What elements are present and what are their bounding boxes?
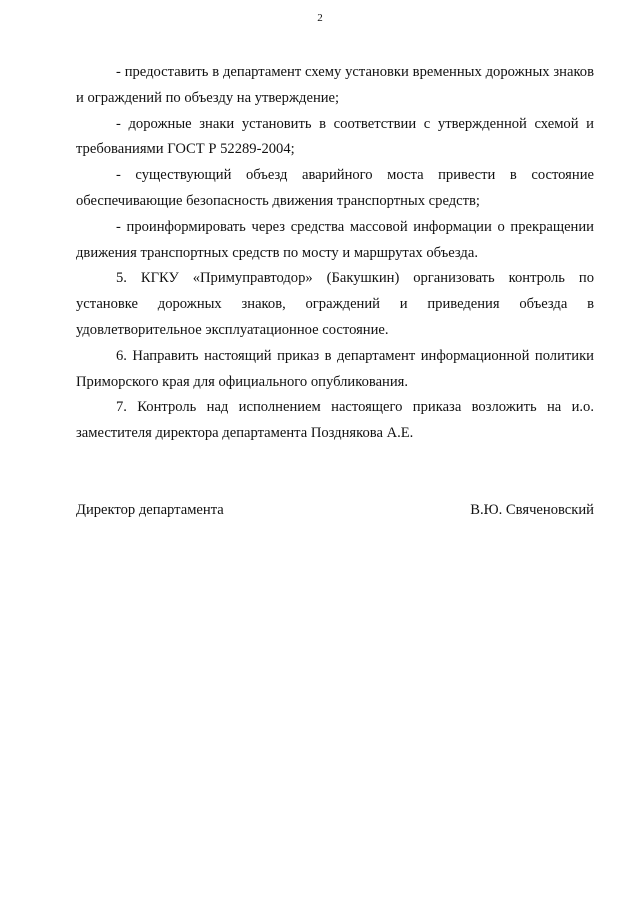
paragraph-scheme: - предоставить в департамент схему установки временных дорожных знаков и ограждений по объезду на утверждение; (76, 64, 594, 106)
page-number: 2 (317, 12, 323, 24)
document-body (76, 60, 594, 447)
signature-block (76, 498, 594, 524)
paragraph-item-5: 5. КГКУ «Примуправтодор» (Бакушкин) организовать контроль по установке дорожных знаков, ограждений и приведения объезда в удовлетворительное эксплуатационное состояние. (76, 270, 594, 338)
paragraph-road-signs: - дорожные знаки установить в соответствии с утвержденной схемой и требованиями ГОСТ Р 52289-2004; (76, 115, 594, 158)
signatory-name: В.Ю. Свяченовский (470, 502, 594, 518)
paragraph-media-notice: - проинформировать через средства массовой информации о прекращении движения транспортных средств по мосту и маршрутах объезда. (76, 218, 594, 261)
signatory-position: Директор департамента (76, 502, 224, 518)
paragraph-item-6: 6. Направить настоящий приказ в департамент информационной политики Приморского края для официального опубликования. (76, 347, 594, 390)
paragraph-item-7: 7. Контроль над исполнением настоящего приказа возложить на и.о. заместителя директора департамента Позднякова А.Е. (76, 399, 594, 442)
paragraph-detour-safety: - существующий объезд аварийного моста привести в состояние обеспечивающие безопасность движения транспортных средств; (76, 167, 594, 209)
